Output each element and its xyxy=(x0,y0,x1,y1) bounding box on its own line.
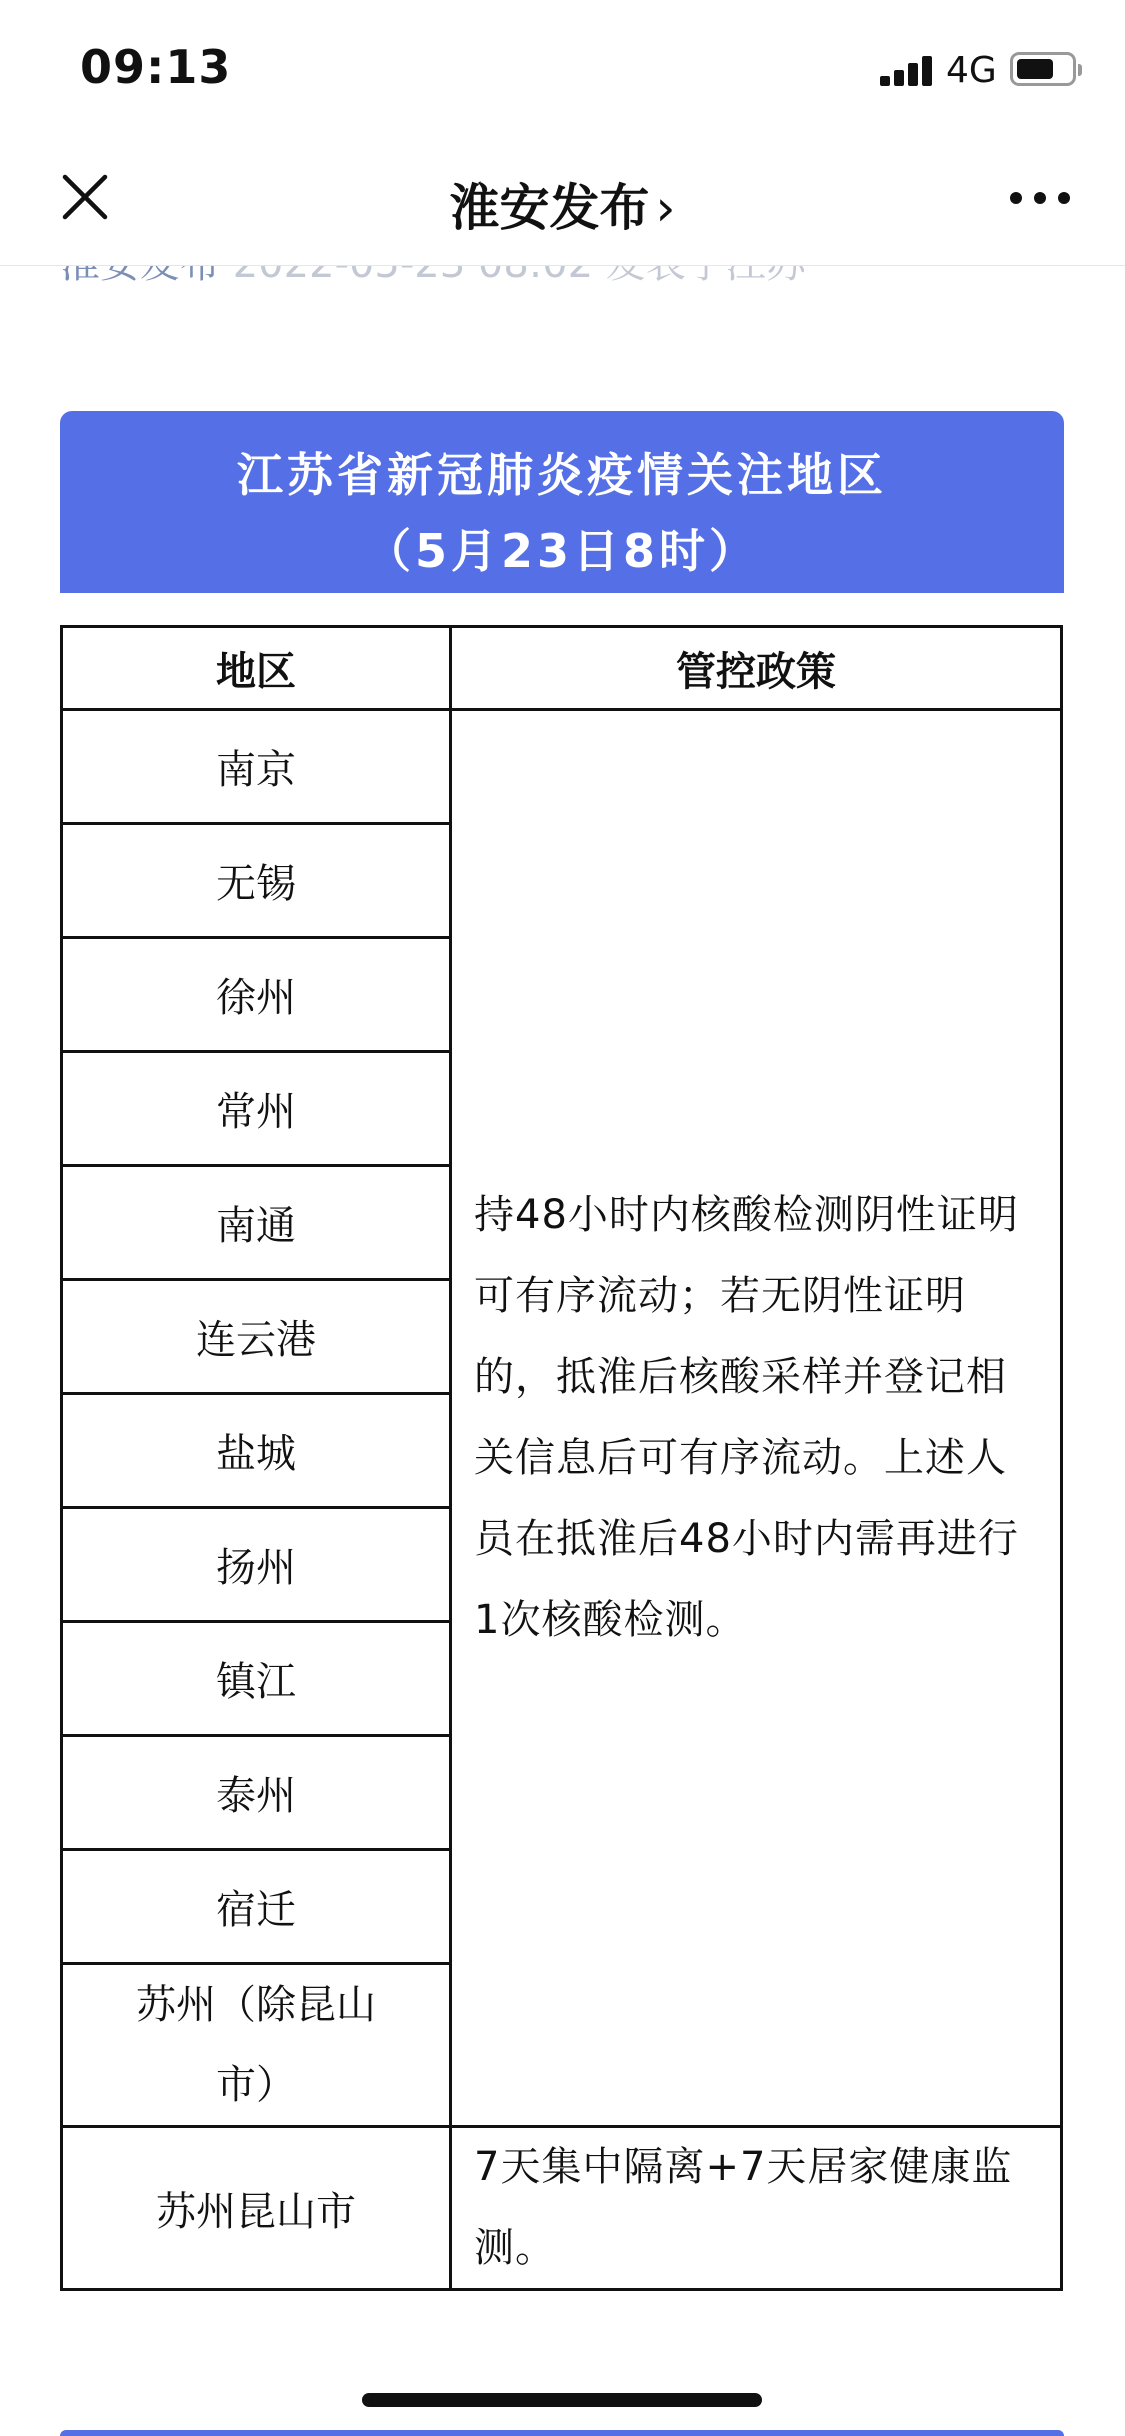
header-policy: 管控政策 xyxy=(449,625,1063,711)
banner-subtitle: （5月23日8时） xyxy=(364,524,760,578)
more-button[interactable] xyxy=(1010,192,1070,206)
region-cell: 无锡 xyxy=(60,822,452,939)
region-cell: 徐州 xyxy=(60,936,452,1053)
region-cell: 泰州 xyxy=(60,1734,452,1851)
region-cell: 南京 xyxy=(60,708,452,825)
policy-cell-group2: 7天集中隔离+7天居家健康监测。 xyxy=(449,2125,1063,2291)
table-title-banner xyxy=(60,411,1064,593)
banner-title: 江苏省新冠肺炎疫情关注地区 xyxy=(237,448,887,502)
region-cell: 常州 xyxy=(60,1050,452,1167)
region-cell: 扬州 xyxy=(60,1506,452,1623)
nav-title-link[interactable] xyxy=(0,168,1125,240)
region-cell: 镇江 xyxy=(60,1620,452,1737)
region-cell: 连云港 xyxy=(60,1278,452,1395)
region-cell: 苏州（除昆山市） xyxy=(60,1962,452,2128)
nav-bar xyxy=(0,140,1125,266)
chevron-right-icon: › xyxy=(655,179,676,237)
next-section-banner xyxy=(60,2430,1064,2436)
status-time: 09:13 xyxy=(80,40,232,94)
page-title: 淮安发布 xyxy=(449,179,650,237)
header-region: 地区 xyxy=(60,625,452,711)
region-cell: 盐城 xyxy=(60,1392,452,1509)
status-bar xyxy=(0,0,1125,140)
home-indicator[interactable] xyxy=(362,2393,762,2407)
policy-cell-group1: 持48小时内核酸检测阴性证明可有序流动；若无阴性证明的，抵淮后核酸采样并登记相关信息后可有序流动。上述人员在抵淮后48小时内需再进行1次核酸检测。 xyxy=(449,708,1063,2128)
network-type: 4G xyxy=(946,50,997,91)
region-cell: 南通 xyxy=(60,1164,452,1281)
signal-icon xyxy=(880,56,936,86)
region-cell: 苏州昆山市 xyxy=(60,2125,452,2291)
region-cell: 宿迁 xyxy=(60,1848,452,1965)
battery-icon xyxy=(1010,52,1076,86)
